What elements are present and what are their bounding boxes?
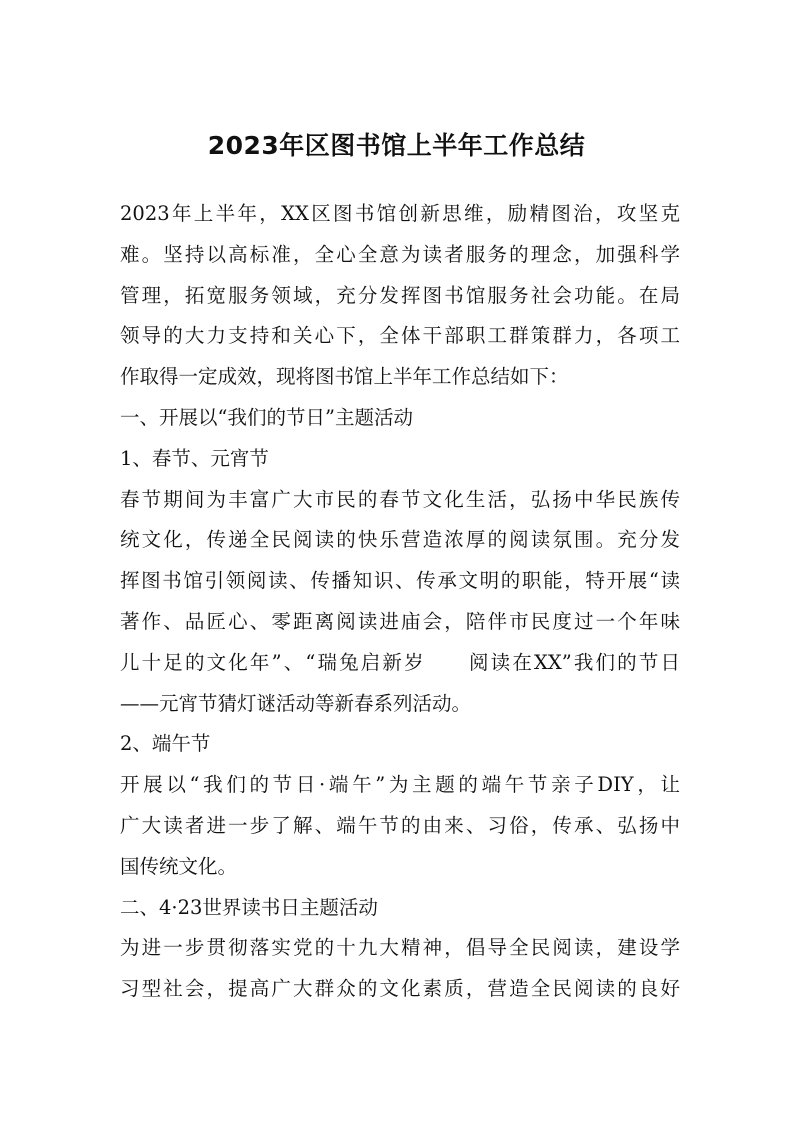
paragraph-line: 难。坚持以高标准，全心全意为读者服务的理念，加强科学: [120, 242, 680, 266]
paragraph-line: 著作、品匠心、零距离阅读进庙会，陪伴市民度过一个年味: [120, 609, 680, 633]
paragraph-line: 挥图书馆引领阅读、传播知识、传承文明的职能，特开展“读: [120, 569, 680, 593]
paragraph-line: 春节期间为丰富广大市民的春节文化生活，弘扬中华民族传: [120, 487, 680, 511]
paragraph-line: 2023年上半年，XX区图书馆创新思维，励精图治，攻坚克: [120, 202, 680, 225]
paragraph-line: 儿十足的文化年”、“瑞兔启新岁 阅读在XX”我们的节日: [120, 650, 680, 674]
paragraph: [120, 765, 680, 887]
section-heading: [120, 724, 680, 765]
paragraph-line: 国传统文化。: [120, 854, 238, 878]
paragraph-line: 统文化，传递全民阅读的快乐营造浓厚的阅读氛围。充分发: [120, 528, 680, 552]
paragraph-line: 为进一步贯彻落实党的十九大精神，倡导全民阅读，建设学: [120, 936, 680, 960]
paragraph-line: 习型社会，提高广大群众的文化素质，营造全民阅读的良好: [120, 977, 680, 1001]
section-heading: [120, 398, 680, 439]
document-body: [120, 194, 680, 1010]
section-heading: [120, 439, 680, 480]
document-title: 2023年区图书馆上半年工作总结: [207, 131, 586, 160]
paragraph-line: 管理，拓宽服务领域，充分发挥图书馆服务社会功能。在局: [120, 283, 680, 307]
paragraph-line: 开展以“我们的节日·端午”为主题的端午节亲子DIY，让: [120, 773, 680, 797]
paragraph: [120, 480, 680, 725]
heading-text: 2、端午节: [120, 732, 211, 756]
section-heading: [120, 888, 680, 929]
paragraph-line: 作取得一定成效，现将图书馆上半年工作总结如下：: [120, 365, 569, 389]
heading-text: 一、开展以“我们的节日”主题活动: [120, 405, 413, 429]
paragraph-line: ——元宵节猜灯谜活动等新春系列活动。: [120, 691, 472, 715]
heading-text: 1、春节、元宵节: [120, 446, 269, 470]
paragraph: [120, 928, 680, 1010]
heading-text: 二、4·23世界读书日主题活动: [120, 895, 378, 919]
paragraph: [120, 194, 680, 398]
paragraph-line: 广大读者进一步了解、端午节的由来、习俗，传承、弘扬中: [120, 813, 680, 837]
paragraph-line: 领导的大力支持和关心下，全体干部职工群策群力，各项工: [120, 324, 680, 348]
